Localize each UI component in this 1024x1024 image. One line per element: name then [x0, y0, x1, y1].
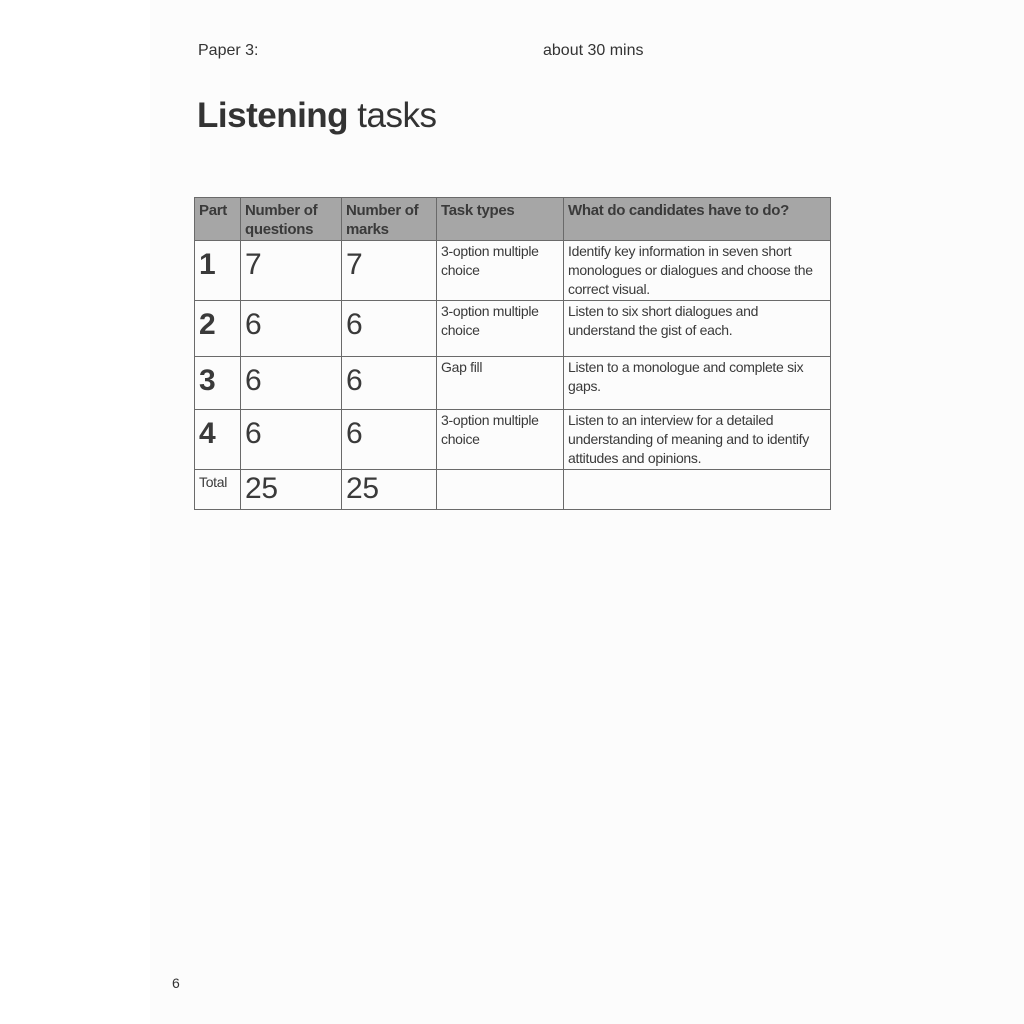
- total-row: [195, 470, 831, 510]
- questions-count: 6: [241, 410, 342, 470]
- total-marks: 25: [342, 470, 437, 510]
- marks-count: 6: [342, 301, 437, 357]
- task-description: Listen to an interview for a detailed understanding of meaning and to identify attitudes and opinions.: [564, 410, 831, 470]
- header-number-of-questions: Number of questions: [241, 198, 342, 241]
- table-row: [195, 241, 831, 301]
- part-number: 3: [195, 357, 241, 410]
- questions-count: 7: [241, 241, 342, 301]
- paper-label: Paper 3:: [198, 42, 259, 59]
- listening-tasks-table: [194, 197, 831, 510]
- page-title: [197, 96, 436, 136]
- marks-count: 6: [342, 410, 437, 470]
- header-number-of-marks: Number of marks: [342, 198, 437, 241]
- task-description: Listen to a monologue and complete six gaps.: [564, 357, 831, 410]
- task-type: 3-option multiple choice: [437, 410, 564, 470]
- total-task-type: [437, 470, 564, 510]
- questions-count: 6: [241, 357, 342, 410]
- header-candidate-tasks: What do candidates have to do?: [564, 198, 831, 241]
- page-number: 6: [172, 975, 180, 991]
- task-description: Listen to six short dialogues and understand the gist of each.: [564, 301, 831, 357]
- task-type: Gap fill: [437, 357, 564, 410]
- header-part: Part: [195, 198, 241, 241]
- header-task-types: Task types: [437, 198, 564, 241]
- questions-count: 6: [241, 301, 342, 357]
- title-rest: tasks: [348, 96, 437, 135]
- table-row: [195, 357, 831, 410]
- marks-count: 7: [342, 241, 437, 301]
- marks-count: 6: [342, 357, 437, 410]
- table-header-row: [195, 198, 831, 241]
- part-number: 1: [195, 241, 241, 301]
- table-row: [195, 410, 831, 470]
- task-description: Identify key information in seven short monologues or dialogues and choose the correct visual.: [564, 241, 831, 301]
- part-number: 4: [195, 410, 241, 470]
- total-questions: 25: [241, 470, 342, 510]
- total-description: [564, 470, 831, 510]
- part-number: 2: [195, 301, 241, 357]
- total-label: Total: [195, 470, 241, 510]
- title-bold: Listening: [197, 96, 349, 135]
- document-page: [150, 0, 1024, 1024]
- table-row: [195, 301, 831, 357]
- duration-label: about 30 mins: [543, 42, 644, 59]
- task-type: 3-option multiple choice: [437, 301, 564, 357]
- task-type: 3-option multiple choice: [437, 241, 564, 301]
